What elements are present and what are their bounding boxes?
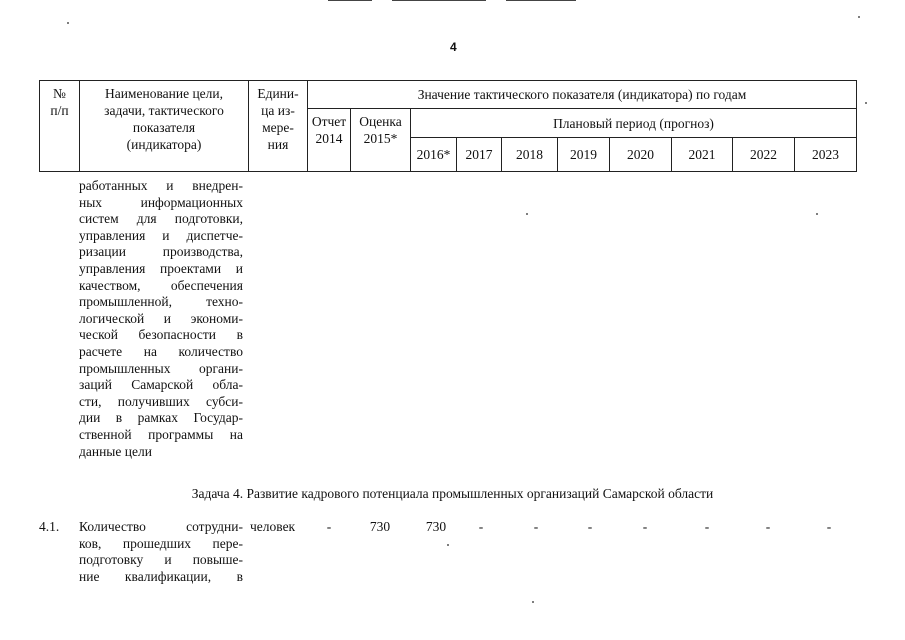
header-name-line: задачи, тактического	[104, 103, 224, 118]
text-line: ков, прошедших пере-	[79, 535, 243, 551]
header-year: 2023	[795, 138, 857, 172]
header-year: 2020	[610, 138, 672, 172]
value-cell: -	[587, 519, 593, 534]
header-year: 2016*	[411, 138, 457, 172]
header-year: 2021	[672, 138, 733, 172]
text-line: ризации производства,	[79, 244, 243, 260]
text-line: промышленных органи-	[79, 360, 243, 376]
text-line: дии в рамках Государ-	[79, 410, 243, 426]
scan-speck	[865, 102, 867, 104]
text-line: заций Самарской обла-	[79, 377, 243, 393]
scan-speck	[67, 22, 69, 24]
text-line: ческой безопасности в	[79, 327, 243, 343]
text-line: промышленной, техно-	[79, 294, 243, 310]
text-line: ние квалификации, в	[79, 568, 243, 584]
row-indicator-name	[79, 519, 243, 585]
header-plan-title: Плановый период (прогноз)	[411, 109, 857, 138]
header-report-line: 2014	[315, 131, 343, 146]
text-line: работанных и внедрен-	[79, 178, 243, 193]
task-heading: Задача 4. Развитие кадрового потенциала промышленных организаций Самарской области	[191, 486, 714, 501]
header-year: 2022	[733, 138, 795, 172]
header-name-line: показателя	[132, 120, 196, 135]
header-estimate-2015	[351, 109, 411, 172]
text-line: систем для подготовки,	[79, 211, 243, 227]
header-name-line: (индикатора)	[126, 137, 202, 152]
scan-speck	[532, 601, 534, 603]
text-line: качеством, обеспечения	[79, 277, 243, 293]
header-year: 2017	[457, 138, 502, 172]
text-line: Количество сотрудни-	[79, 519, 243, 534]
row-number: 4.1.	[39, 519, 60, 534]
scan-speck	[447, 544, 449, 546]
header-report-2014	[308, 109, 351, 172]
value-cell: -	[826, 519, 832, 534]
header-year: 2019	[558, 138, 610, 172]
header-year: 2018	[502, 138, 558, 172]
header-name-line: Наименование цели,	[104, 86, 224, 101]
value-cell: -	[765, 519, 771, 534]
text-line: логической и экономи-	[79, 310, 243, 326]
scan-rule	[506, 0, 576, 1]
text-line: управления проектами и	[79, 260, 243, 276]
scan-rule	[392, 0, 486, 1]
header-report-line: Отчет	[311, 114, 347, 129]
text-line: подготовку и повыше-	[79, 552, 243, 568]
value-cell: -	[478, 519, 484, 534]
scan-rule	[328, 0, 372, 1]
header-unit-line: Едини-	[257, 86, 299, 101]
indicator-table-header	[39, 80, 857, 172]
value-cell: -	[642, 519, 648, 534]
page-number: 4	[450, 40, 457, 54]
text-line: расчете на количество	[79, 343, 243, 359]
value-cell: -	[533, 519, 539, 534]
value-cell: 730	[369, 519, 391, 534]
header-number-line: п/п	[50, 103, 69, 118]
header-values-title: Значение тактического показателя (индикатора) по годам	[308, 81, 857, 109]
header-unit-line: ния	[267, 137, 289, 152]
text-line: ных информационных	[79, 194, 243, 210]
header-number	[40, 81, 80, 172]
scan-speck	[816, 213, 818, 215]
header-number-line: №	[53, 86, 66, 101]
indicator-name-continuation	[79, 178, 243, 460]
scan-speck	[858, 16, 860, 18]
header-unit-line: мере-	[262, 120, 294, 135]
row-unit: человек	[250, 519, 296, 534]
value-cell: -	[704, 519, 710, 534]
scan-speck	[526, 213, 528, 215]
text-line: управления и диспетче-	[79, 227, 243, 243]
value-cell: 730	[425, 519, 447, 534]
value-cell: -	[326, 519, 332, 534]
header-estimate-line: Оценка	[359, 114, 402, 129]
text-line: сти, получивших субси-	[79, 393, 243, 409]
header-unit	[249, 81, 308, 172]
header-unit-line: ца из-	[261, 103, 295, 118]
text-line: ственной программы на	[79, 426, 243, 442]
text-line: данные цели	[79, 443, 152, 459]
header-estimate-line: 2015*	[363, 131, 398, 146]
header-name	[80, 81, 249, 172]
